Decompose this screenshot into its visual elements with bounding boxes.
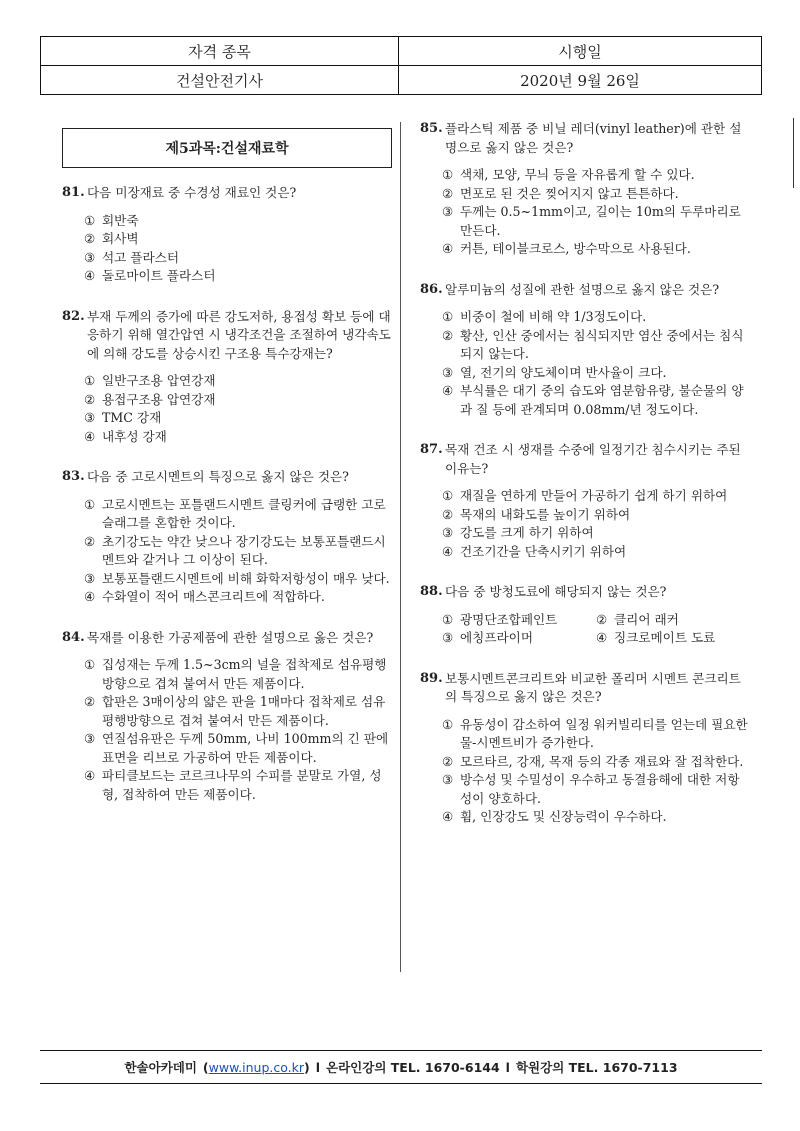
option-marker: ② (84, 391, 96, 407)
answer-option (442, 611, 596, 630)
answer-option (84, 693, 392, 730)
answer-option (84, 230, 392, 249)
answer-option (442, 382, 750, 419)
option-text: 내후성 강재 (102, 428, 167, 444)
option-marker: ② (442, 185, 454, 201)
question-text: 다음 중 방청도료에 해당되지 않는 것은? (445, 584, 667, 599)
answer-option (442, 327, 750, 364)
option-text: TMC 강재 (102, 410, 162, 425)
header-date-value: 2020년 9월 26일 (399, 66, 762, 95)
answer-option (442, 506, 750, 525)
answer-option (442, 203, 750, 240)
option-marker: ② (442, 327, 454, 343)
option-text: 집성재는 두께 1.5~3cm의 널을 접착제로 섬유평행방향으로 겹쳐 붙여서 만든 제품이다. (102, 657, 387, 691)
answer-option (84, 428, 392, 447)
option-marker: ③ (442, 630, 454, 645)
option-text: 에칭프라이머 (460, 630, 533, 645)
left-question-list (62, 184, 392, 804)
option-marker: ③ (442, 525, 454, 540)
question-item (420, 441, 750, 561)
option-marker: ① (84, 212, 96, 228)
option-text: 건조기간을 단축시키기 위하여 (460, 543, 627, 559)
answer-option (442, 185, 750, 204)
option-text: 일반구조용 압연강재 (102, 373, 216, 388)
answer-option (442, 629, 596, 648)
option-text: 석고 플라스터 (102, 249, 179, 265)
option-marker: ③ (442, 772, 454, 787)
answer-option (84, 570, 392, 589)
answer-options (420, 308, 750, 419)
left-column (62, 120, 392, 826)
footer-separator-2: l (505, 1059, 510, 1075)
answer-option (442, 166, 750, 185)
option-marker: ④ (84, 589, 96, 604)
option-text: 방수성 및 수밀성이 우수하고 동결융해에 대한 저항성이 양호하다. (460, 772, 740, 806)
option-marker: ① (442, 488, 454, 503)
question-number: 85. (420, 121, 443, 136)
option-marker: ④ (442, 241, 454, 256)
option-text: 용접구조용 압연강재 (102, 391, 216, 407)
question-item (420, 583, 750, 648)
option-marker: ③ (84, 249, 96, 265)
option-text: 모르타르, 강재, 목재 등의 각종 재료와 잘 접착한다. (460, 753, 744, 769)
option-text: 연질섬유판은 두께 50mm, 나비 100mm의 긴 판에 표면을 리브로 가공하여 만든 제품이다. (102, 731, 389, 765)
answer-option (84, 767, 392, 804)
option-marker: ② (84, 231, 96, 246)
option-text: 클리어 래커 (614, 611, 679, 627)
header-category-value: 건설안전기사 (41, 66, 399, 95)
option-text: 휨, 인장강도 및 신장능력이 우수하다. (460, 809, 667, 824)
column-divider (400, 122, 401, 972)
answer-option (442, 308, 750, 327)
option-marker: ② (442, 753, 454, 769)
exam-header-table (40, 36, 762, 95)
answer-option (84, 372, 392, 391)
option-marker: ② (596, 611, 608, 627)
answer-option (84, 588, 392, 607)
question-number: 83. (62, 469, 85, 484)
answer-options (62, 656, 392, 804)
option-text: 파티클보드는 코르크나무의 수피를 분말로 가열, 성형, 접착하여 만든 제품이다. (102, 768, 382, 802)
answer-option (84, 496, 392, 533)
option-marker: ① (442, 716, 454, 732)
option-marker: ③ (442, 364, 454, 380)
answer-option (84, 730, 392, 767)
option-text: 합판은 3매이상의 얇은 판을 1매마다 접착제로 섬유평행방향으로 겹쳐 붙여서 만든 제품이다. (102, 694, 386, 728)
question-number: 86. (420, 281, 443, 297)
footer-bar: 한솔아카데미 (www.inup.co.kr) l 온라인강의 TEL. 1670-6144 l 학원강의 TEL. 1670-7113 (40, 1050, 762, 1084)
option-text: 광명단조합페인트 (460, 611, 558, 627)
answer-options (62, 372, 392, 446)
answer-option (442, 543, 750, 562)
answer-option (84, 267, 392, 286)
answer-option (442, 808, 750, 827)
option-text: 색채, 모양, 무늬 등을 자유롭게 할 수 있다. (460, 167, 695, 182)
option-marker: ④ (442, 383, 454, 398)
option-marker: ④ (84, 768, 96, 783)
option-text: 열, 전기의 양도체이며 반사율이 크다. (460, 364, 667, 380)
question-number: 82. (62, 308, 85, 324)
answer-options (62, 496, 392, 607)
question-item (420, 281, 750, 420)
option-text: 회사벽 (102, 231, 139, 246)
answer-option (84, 656, 392, 693)
option-marker: ① (442, 309, 454, 324)
option-text: 목재의 내화도를 높이기 위하여 (460, 506, 631, 522)
question-item (62, 308, 392, 447)
option-marker: ④ (84, 268, 96, 283)
answer-option (442, 487, 750, 506)
option-marker: ③ (442, 204, 454, 219)
option-text: 면포로 된 것은 찢어지지 않고 튼튼하다. (460, 185, 679, 201)
answer-option (442, 240, 750, 259)
answer-option (442, 716, 750, 753)
question-item (62, 629, 392, 805)
option-text: 징크로메이트 도료 (614, 630, 716, 645)
option-marker: ① (442, 167, 454, 182)
footer-website-link[interactable]: www.inup.co.kr (208, 1059, 305, 1075)
right-question-list (420, 120, 750, 827)
answer-option (442, 753, 750, 772)
question-text: 다음 미장재료 중 수경성 재료인 것은? (87, 185, 297, 200)
question-item (420, 670, 750, 827)
option-marker: ③ (84, 570, 96, 586)
answer-options (420, 716, 750, 827)
footer-academy-tel: 학원강의 TEL. 1670-7113 (515, 1060, 678, 1075)
option-text: 고로시멘트는 포틀랜드시멘트 클링커에 급랭한 고로슬래그를 혼합한 것이다. (102, 496, 386, 530)
option-text: 유동성이 감소하여 일정 워커빌리티를 얻는데 필요한 물-시멘트비가 증가한다. (460, 716, 748, 750)
question-text: 목재 건조 시 생재를 수중에 일정기간 침수시키는 주된 이유는? (445, 442, 741, 476)
question-item (420, 120, 750, 259)
option-text: 황산, 인산 중에서는 침식되지만 염산 중에서는 침식되지 않는다. (460, 327, 744, 361)
footer-org: 한솔아카데미 (124, 1060, 197, 1075)
answer-option (84, 212, 392, 231)
header-category-label: 자격 종목 (41, 37, 399, 66)
option-text: 회반죽 (102, 212, 139, 228)
option-marker: ② (84, 533, 96, 549)
answer-options (420, 166, 750, 259)
option-text: 커튼, 테이블크로스, 방수막으로 사용된다. (460, 241, 691, 256)
option-marker: ① (84, 657, 96, 672)
answer-option (442, 364, 750, 383)
answer-option (596, 629, 750, 648)
question-text: 부재 두께의 증가에 따른 강도저하, 용접성 확보 등에 대응하기 위해 열간압연 시 냉각조건을 조절하여 냉각속도에 의해 강도를 상승시킨 구조용 특수강재는? (87, 308, 391, 361)
right-column (420, 120, 750, 849)
option-marker: ④ (596, 630, 608, 645)
question-number: 88. (420, 584, 443, 599)
option-marker: ④ (442, 543, 454, 559)
question-number: 81. (62, 185, 85, 200)
subject-title: 제5과목:건설재료학 (62, 128, 392, 168)
answer-option (84, 409, 392, 428)
option-marker: ④ (442, 809, 454, 824)
question-text: 목재를 이용한 가공제품에 관한 설명으로 옳은 것은? (87, 629, 374, 645)
option-text: 재질을 연하게 만들어 가공하기 쉽게 하기 위하여 (460, 488, 728, 503)
option-marker: ② (84, 694, 96, 709)
option-marker: ① (84, 373, 96, 388)
option-marker: ① (442, 611, 454, 627)
question-number: 89. (420, 670, 443, 686)
answer-option (84, 249, 392, 268)
option-text: 강도를 크게 하기 위하여 (460, 525, 594, 540)
option-marker: ③ (84, 410, 96, 425)
option-marker: ③ (84, 731, 96, 746)
answer-option (442, 524, 750, 543)
option-text: 초기강도는 약간 낮으나 장기강도는 보통포틀랜드시멘트와 같거나 그 이상이 된다. (102, 533, 386, 567)
answer-option (442, 771, 750, 808)
option-text: 돌로마이트 플라스터 (102, 268, 216, 283)
option-marker: ④ (84, 428, 96, 444)
answer-options (420, 611, 750, 648)
question-number: 87. (420, 442, 443, 457)
question-text: 보통시멘트콘크리트와 비교한 폴리머 시멘트 콘크리트의 특징으로 옳지 않은 것은? (445, 670, 741, 704)
option-text: 두께는 0.5~1mm이고, 길이는 10m의 두루마리로 만든다. (460, 204, 741, 238)
page-edge-tab (793, 118, 800, 188)
answer-option (596, 611, 750, 630)
option-text: 보통포틀랜드시멘트에 비해 화학저항성이 매우 낮다. (102, 570, 390, 586)
answer-option (84, 533, 392, 570)
option-text: 부식률은 대기 중의 습도와 염분함유량, 불순물의 양과 질 등에 관계되며 0.08mm/년 정도이다. (460, 383, 744, 417)
question-item (62, 468, 392, 607)
question-text: 알루미늄의 성질에 관한 설명으로 옳지 않은 것은? (445, 281, 720, 297)
question-number: 84. (62, 629, 85, 645)
answer-options (420, 487, 750, 561)
question-text: 플라스틱 제품 중 비닐 레더(vinyl leather)에 관한 설명으로 옳지 않은 것은? (445, 121, 742, 155)
question-text: 다음 중 고로시멘트의 특징으로 옳지 않은 것은? (87, 469, 349, 484)
question-item (62, 184, 392, 286)
header-date-label: 시행일 (399, 37, 762, 66)
answer-option (84, 391, 392, 410)
footer-online-tel: 온라인강의 TEL. 1670-6144 (326, 1060, 500, 1075)
option-marker: ② (442, 506, 454, 522)
option-text: 비중이 철에 비해 약 1/3정도이다. (460, 309, 647, 324)
footer-separator: l (315, 1059, 321, 1075)
answer-options (62, 212, 392, 286)
option-text: 수화열이 적어 매스콘크리트에 적합하다. (102, 589, 325, 604)
option-marker: ① (84, 496, 96, 512)
